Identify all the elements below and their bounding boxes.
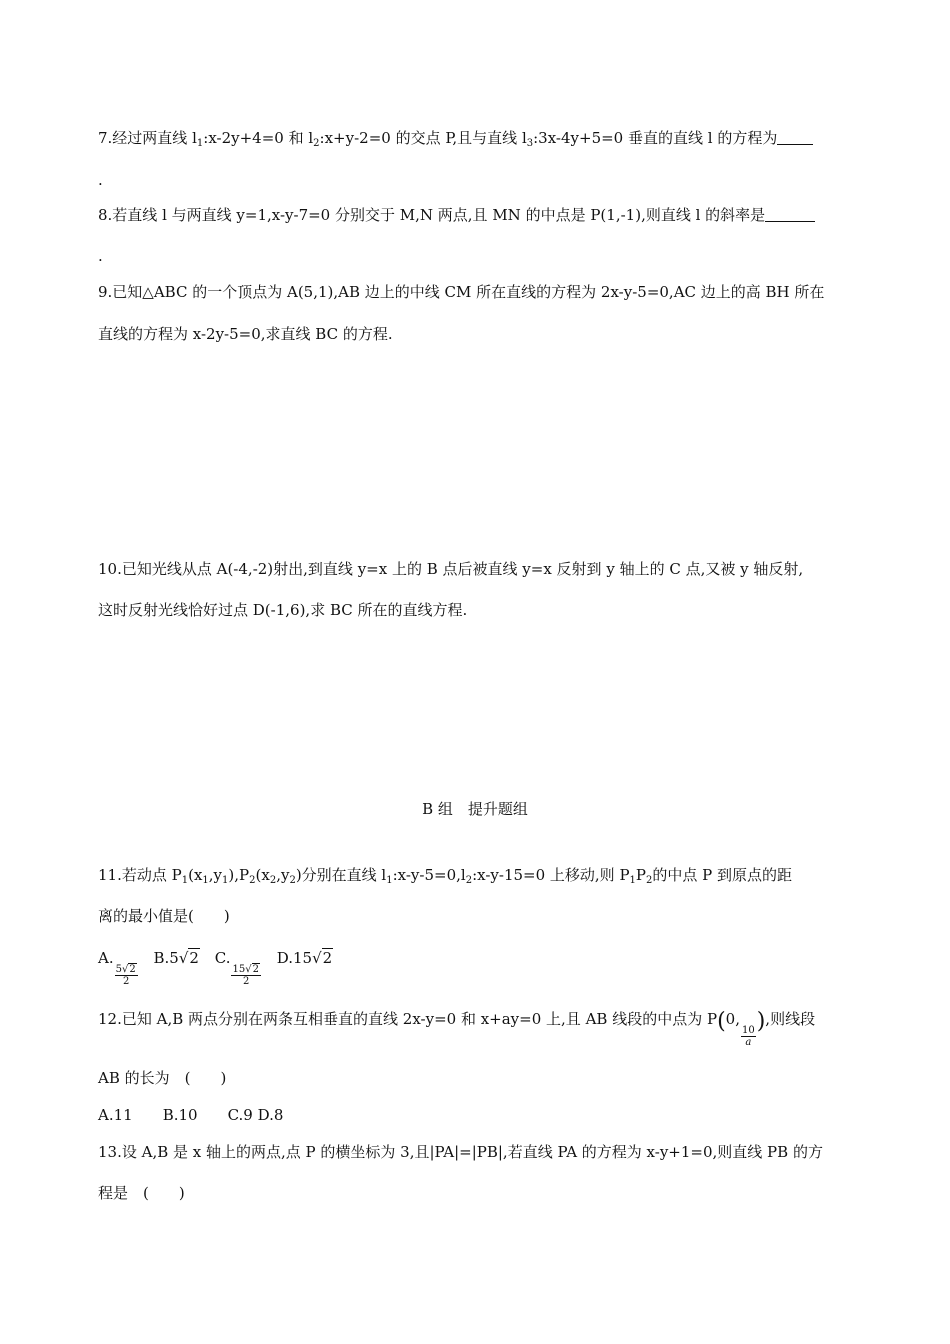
answer-blank[interactable] <box>777 130 813 145</box>
section-heading: B 组 提升题组 <box>422 800 528 818</box>
q11-text: ,y <box>276 866 290 884</box>
q11-line-1 <box>98 865 792 891</box>
q7-text-d: :3x-4y+5=0 垂直的直线 l 的方程为 <box>533 129 778 147</box>
subscript: 1 <box>629 875 636 886</box>
subscript: 1 <box>202 875 209 886</box>
q11-text: ,y <box>208 866 223 884</box>
q11-text: :x-y-5=0,l <box>392 866 466 884</box>
q12-text: ,则线段 <box>765 1010 816 1028</box>
q7-text-a: 7.经过两直线 l <box>98 129 197 147</box>
subscript: 1 <box>181 875 189 886</box>
sqrt-icon: √2 <box>121 964 136 975</box>
option-label: A. <box>98 949 114 967</box>
subscript: 2 <box>289 875 296 886</box>
right-paren: ) <box>756 1009 766 1034</box>
q9-line-1: 9.已知△ABC 的一个顶点为 A(5,1),AB 边上的中线 CM 所在直线的方程为 2x-y-5=0,AC 边上的高 BH 所在 <box>98 283 825 301</box>
q11-text: (x <box>255 866 270 884</box>
q10-line-2: 这时反射光线恰好过点 D(-1,6),求 BC 所在的直线方程. <box>98 601 468 619</box>
q9-line-2: 直线的方程为 x-2y-5=0,求直线 BC 的方程. <box>98 325 393 343</box>
q8-period: . <box>98 247 103 265</box>
subscript: 1 <box>196 138 204 149</box>
subscript: 2 <box>646 875 653 886</box>
q13-line-2: 程是 ( ) <box>98 1184 185 1202</box>
option-d[interactable] <box>277 949 333 967</box>
q11-line-2: 离的最小值是( ) <box>98 907 230 925</box>
option-label: C. <box>214 949 231 967</box>
fraction <box>115 964 138 987</box>
q7-text-c: :x+y-2=0 的交点 P,且与直线 l <box>319 129 527 147</box>
q12-text: 12.已知 A,B 两点分别在两条互相垂直的直线 2x-y=0 和 x+ay=0 上,且 AB 线段的中点为 P <box>98 1010 718 1028</box>
q11-text: 的中点 P 到原点的距 <box>652 866 793 884</box>
q11-text: (x <box>188 866 203 884</box>
q11-text: P <box>635 866 647 884</box>
q7-period: . <box>98 171 103 189</box>
option-b[interactable] <box>154 949 200 967</box>
q8-text: 8.若直线 l 与两直线 y=1,x-y-7=0 分别交于 M,N 两点,且 MN 的中点是 P(1,-1),则直线 l 的斜率是 <box>98 206 766 224</box>
option-label: B.5 <box>153 949 179 967</box>
option-label: D.15 <box>276 949 313 967</box>
q7-line <box>98 128 813 154</box>
subscript: 2 <box>465 875 473 886</box>
subscript: 1 <box>386 875 393 886</box>
subscript: 2 <box>269 875 277 886</box>
radicand: 2 <box>189 949 199 967</box>
denominator: a <box>745 1037 752 1048</box>
q11-text: :x-y-15=0 上移动,则 P <box>472 866 630 884</box>
q12-line-1 <box>98 1009 815 1048</box>
denominator: 2 <box>122 976 130 987</box>
option-c[interactable] <box>214 949 262 987</box>
subscript: 2 <box>249 875 256 886</box>
numerator: 10 <box>741 1025 755 1036</box>
fraction <box>231 964 260 987</box>
point-coord: 0, <box>725 1010 740 1028</box>
sqrt-icon: √2 <box>312 949 333 967</box>
fraction <box>741 1025 756 1048</box>
numerator: 5 <box>115 964 122 975</box>
sqrt-icon: √2 <box>178 949 199 967</box>
option-a[interactable] <box>98 949 139 987</box>
subscript: 1 <box>222 875 229 886</box>
q13-line-1: 13.设 A,B 是 x 轴上的两点,点 P 的横坐标为 3,且|PA|=|PB|,若直线 PA 的方程为 x-y+1=0,则直线 PB 的方 <box>98 1143 823 1161</box>
q11-text: 11.若动点 P <box>98 866 182 884</box>
radicand: 2 <box>322 949 333 967</box>
radicand: 2 <box>252 964 259 975</box>
q11-text: ),P <box>228 866 250 884</box>
q12-line-2: AB 的长为 ( ) <box>98 1069 227 1087</box>
q11-text: )分别在直线 l <box>295 866 387 884</box>
numerator: 15 <box>232 964 246 975</box>
left-paren: ( <box>717 1009 726 1034</box>
q8-line <box>98 205 815 225</box>
q7-text-b: :x-2y+4=0 和 l <box>203 129 314 147</box>
subscript: 2 <box>313 138 320 149</box>
q10-line-1: 10.已知光线从点 A(-4,-2)射出,到直线 y=x 上的 B 点后被直线 y=x 反射到 y 轴上的 C 点,又被 y 轴反射, <box>98 560 804 578</box>
denominator: 2 <box>243 976 250 987</box>
q12-options[interactable]: A.11 B.10 C.9 D.8 <box>98 1106 284 1124</box>
q11-options <box>98 948 343 987</box>
radicand: 2 <box>129 964 136 975</box>
answer-blank[interactable] <box>765 207 815 222</box>
sqrt-icon: √2 <box>245 964 259 975</box>
subscript: 3 <box>526 138 534 149</box>
